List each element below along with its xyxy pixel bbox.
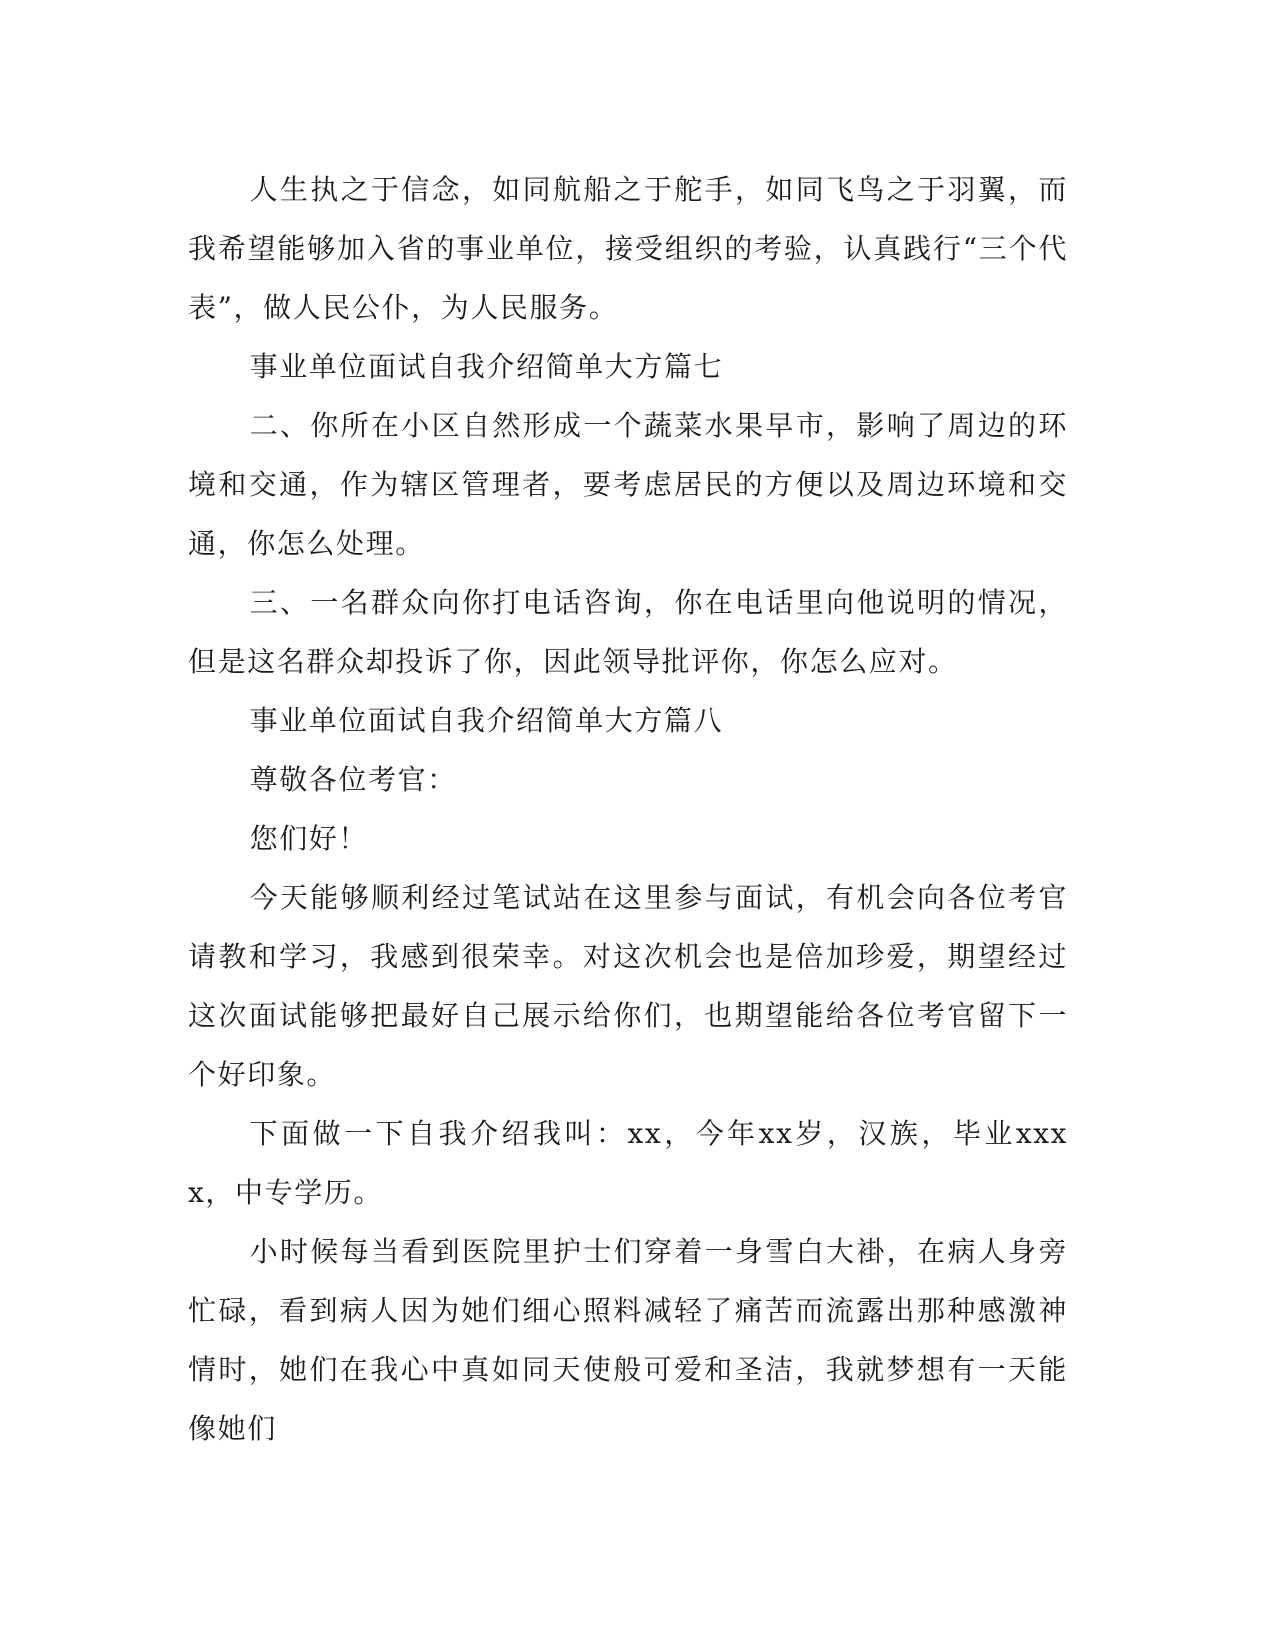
paragraph-belief: 人生执之于信念，如同航船之于舵手，如同飞鸟之于羽翼，而我希望能够加入省的事业单位，接受组织的考验，认真践行“三个代表”，做人民公仆，为人民服务。 (188, 173, 1068, 324)
salutation: 尊敬各位考官： (249, 763, 457, 796)
paragraph-question-three: 三、一名群众向你打电话咨询，你在电话里向他说明的情况，但是这名群众却投诉了你，因此领导批评你，你怎么应对。 (188, 586, 1068, 678)
paragraph-childhood-dream: 小时候每当看到医院里护士们穿着一身雪白大褂，在病人身旁忙碌，看到病人因为她们细心照料减轻了痛苦而流露出那种感激神情时，她们在我心中真如同天使般可爱和圣洁，我就梦想有一天能像她们 (188, 1235, 1068, 1445)
document-body (188, 160, 1068, 1458)
greeting: 您们好！ (249, 822, 368, 855)
section-heading-part-eight: 事业单位面试自我介绍简单大方篇八 (249, 704, 724, 737)
section-heading-part-seven: 事业单位面试自我介绍简单大方篇七 (249, 350, 724, 383)
paragraph-self-introduction: 下面做一下自我介绍我叫：xx，今年xx岁，汉族，毕业xxxx，中专学历。 (188, 1117, 1068, 1209)
paragraph-question-two: 二、你所在小区自然形成一个蔬菜水果早市，影响了周边的环境和交通，作为辖区管理者，要考虑居民的方便以及周边环境和交通，你怎么处理。 (188, 409, 1068, 560)
paragraph-opening: 今天能够顺利经过笔试站在这里参与面试，有机会向各位考官请教和学习，我感到很荣幸。对这次机会也是倍加珍爱，期望经过这次面试能够把最好自己展示给你们，也期望能给各位考官留下一个好印象。 (188, 881, 1068, 1091)
